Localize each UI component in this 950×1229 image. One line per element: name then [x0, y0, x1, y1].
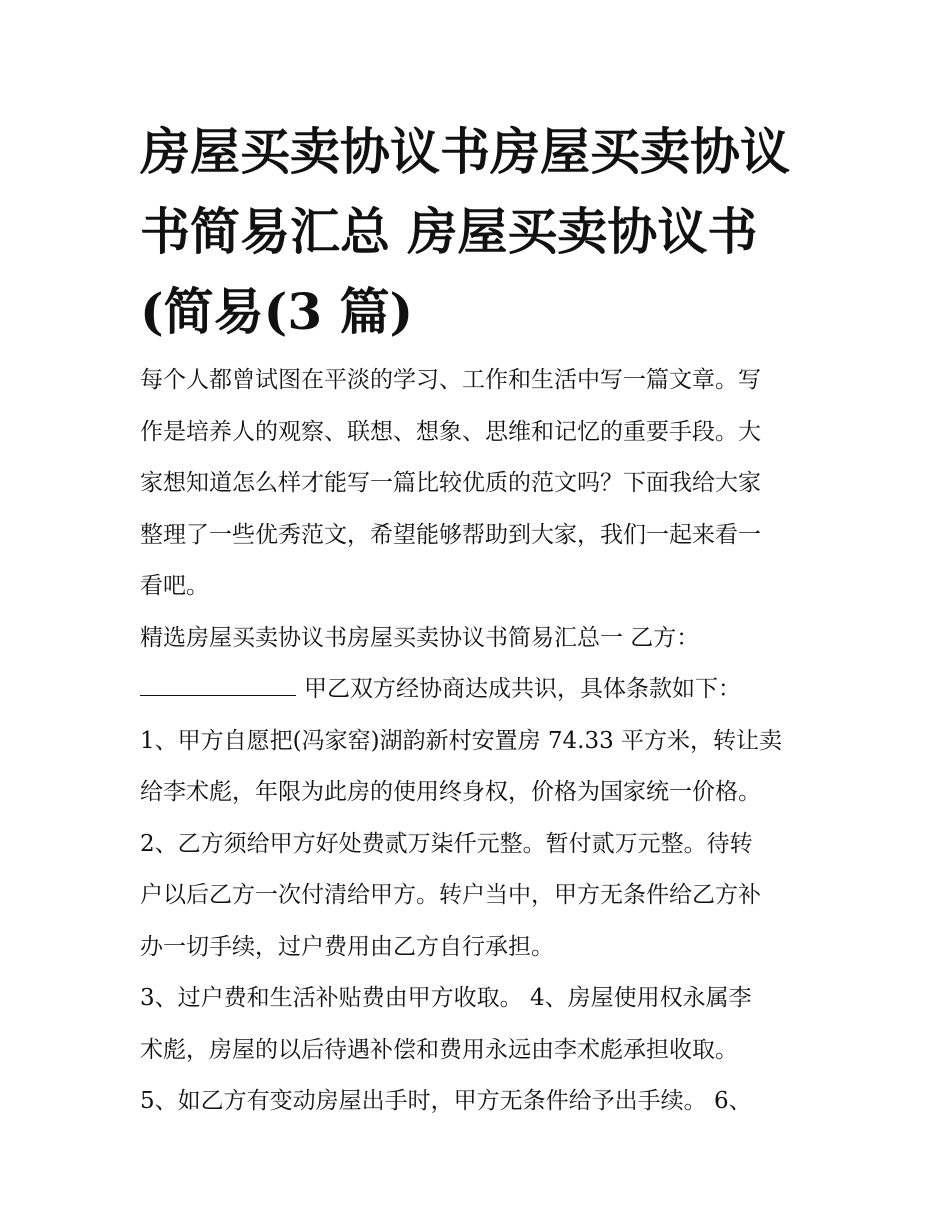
title-line-2: 书简易汇总 房屋买卖协议书: [140, 202, 758, 261]
body-line-7: [140, 664, 820, 716]
title-line-3: (简易(3 篇): [140, 282, 414, 341]
body-line-12: 办一切手续，过户费用由乙方自行承担。: [140, 933, 554, 960]
body-line-14: 术彪，房屋的以后待遇补偿和费用永远由李术彪承担收取。: [140, 1036, 738, 1063]
document-title: [140, 112, 830, 352]
body-line-4: 整理了一些优秀范文，希望能够帮助到大家，我们一起来看一: [140, 521, 761, 548]
body-line-15: 5、如乙方有变动房屋出手时，甲方无条件给予出手续。 6、: [140, 1088, 752, 1114]
body-line-3: 家想知道怎么样才能写一篇比较优质的范文吗？下面我给大家: [140, 470, 761, 496]
body-line-7-text: 甲乙双方经协商达成共识，具体条款如下：: [304, 676, 741, 702]
body-line-10: 2、乙方须给甲方好处费贰万柒仟元整。暂付贰万元整。待转: [140, 830, 753, 857]
body-line-5: 看吧。: [140, 573, 209, 599]
body-line-2: 作是培养人的观察、联想、想象、思维和记忆的重要手段。大: [140, 418, 761, 445]
document-body: [140, 355, 820, 1128]
body-line-8: 1、甲方自愿把(冯家窑)湖韵新村安置房 74.33 平方米，转让卖: [140, 727, 783, 754]
title-line-1: 房屋买卖协议书房屋买卖协议: [140, 122, 790, 181]
body-line-13: 3、过户费和生活补贴费由甲方收取。 4、房屋使用权永属李: [140, 985, 752, 1011]
body-line-6: 精选房屋买卖协议书房屋买卖协议书简易汇总一 乙方：: [140, 624, 700, 651]
body-line-1: 每个人都曾试图在平淡的学习、工作和生活中写一篇文章。写: [140, 367, 761, 393]
fill-in-blank: [140, 679, 296, 696]
body-line-11: 户以后乙方一次付清给甲方。转户当中，甲方无条件给乙方补: [140, 882, 761, 908]
body-line-9: 给李术彪，年限为此房的使用终身权，价格为国家统一价格。: [140, 779, 761, 805]
